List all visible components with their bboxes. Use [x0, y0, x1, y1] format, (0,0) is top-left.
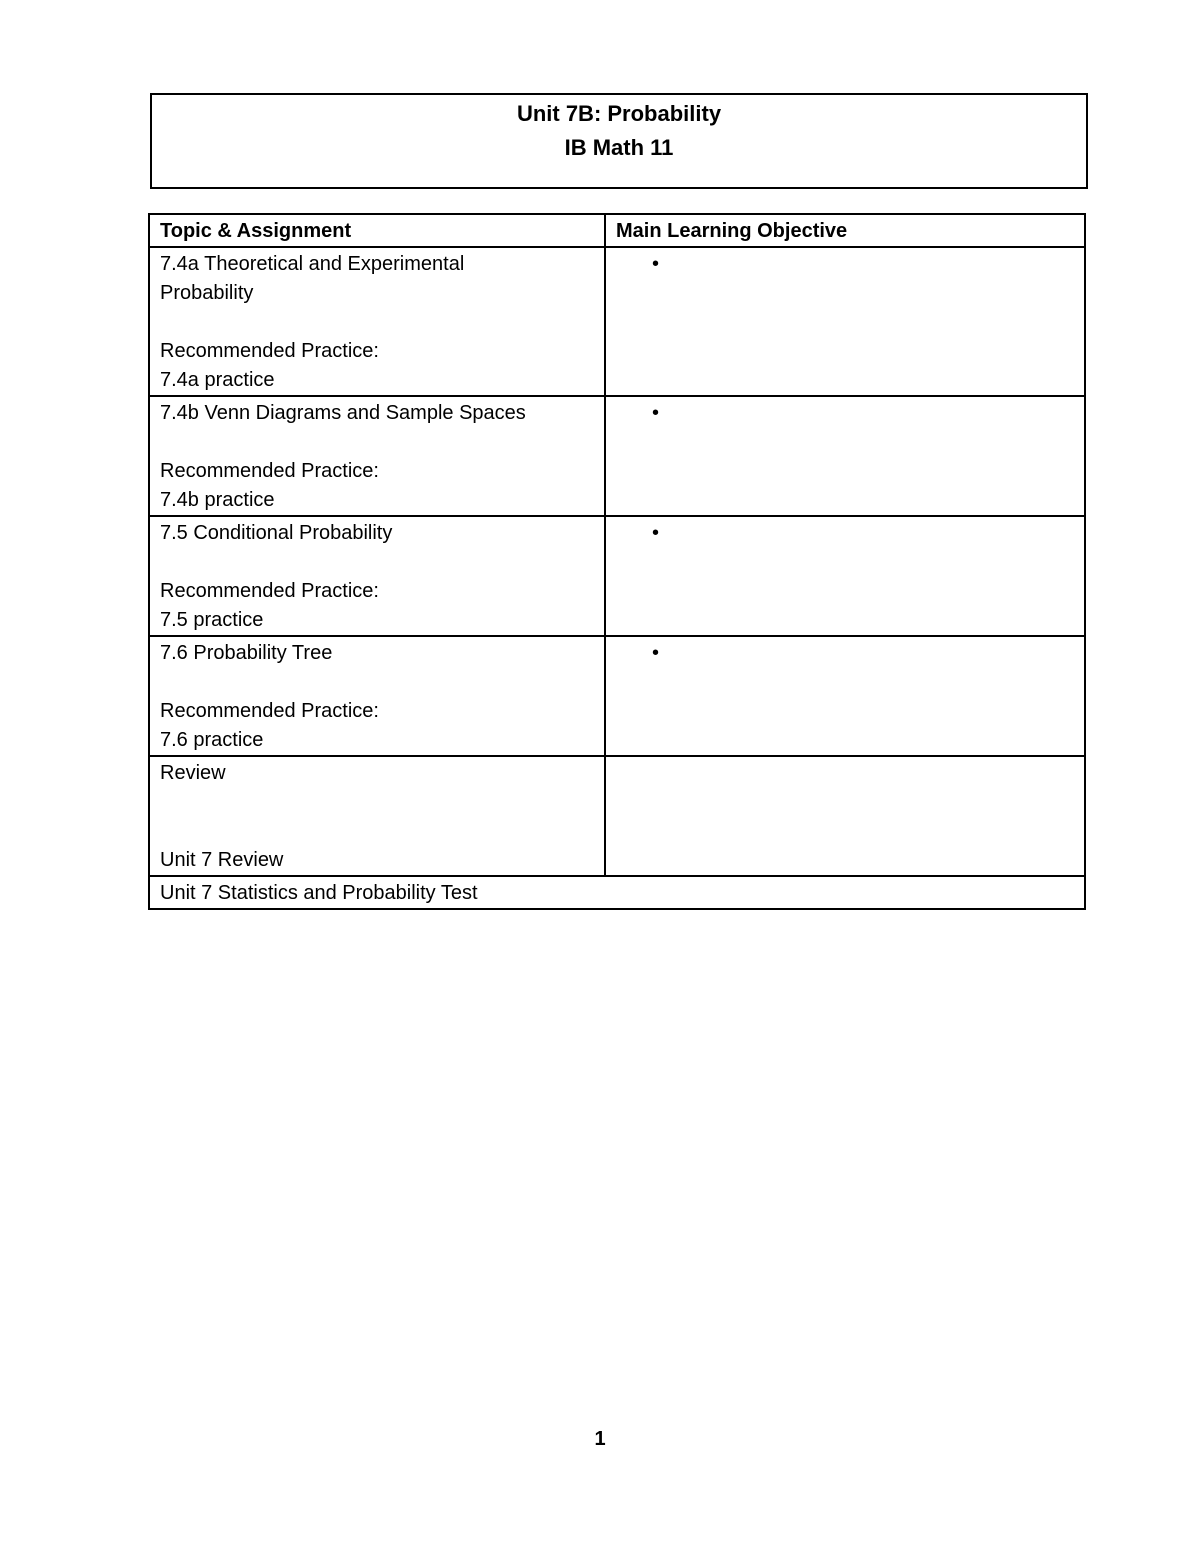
objective-cell — [605, 516, 1085, 636]
objective-cell — [605, 396, 1085, 516]
topic-cell — [149, 516, 605, 636]
objective-cell — [605, 756, 1085, 876]
topic-title-line: 7.6 Probability Tree — [160, 642, 333, 664]
review-label: Review — [160, 762, 226, 784]
topic-cell — [149, 247, 605, 396]
topic-cell — [149, 396, 605, 516]
test-row — [149, 876, 1085, 909]
topic-title-line: 7.4b Venn Diagrams and Sample Spaces — [160, 402, 526, 424]
objective-bullet: • — [652, 642, 660, 664]
topic-title-line: Probability — [160, 282, 254, 304]
table-row — [149, 396, 1085, 516]
practice-label: Recommended Practice: — [160, 460, 379, 482]
table-row — [149, 636, 1085, 756]
practice-label: Recommended Practice: — [160, 700, 379, 722]
objective-bullet: • — [652, 402, 660, 424]
column-header-objective: Main Learning Objective — [605, 214, 1085, 247]
practice-item: 7.4a practice — [160, 369, 275, 391]
objective-cell — [605, 636, 1085, 756]
topic-title-line: 7.4a Theoretical and Experimental — [160, 253, 465, 275]
review-row — [149, 756, 1085, 876]
topic-title-line: 7.5 Conditional Probability — [160, 522, 393, 544]
practice-item: 7.4b practice — [160, 489, 275, 511]
table-header-row — [149, 214, 1085, 247]
unit-test-label: Unit 7 Statistics and Probability Test — [149, 876, 1085, 909]
title-box — [150, 93, 1088, 189]
practice-item: 7.6 practice — [160, 729, 264, 751]
practice-label: Recommended Practice: — [160, 580, 379, 602]
table-row — [149, 247, 1085, 396]
review-item: Unit 7 Review — [160, 849, 284, 871]
objective-cell — [605, 247, 1085, 396]
unit-title: Unit 7B: Probability — [516, 101, 722, 126]
column-header-topic: Topic & Assignment — [149, 214, 605, 247]
objective-bullet: • — [652, 253, 660, 275]
course-subtitle: IB Math 11 — [564, 135, 674, 160]
topic-cell — [149, 636, 605, 756]
practice-label: Recommended Practice: — [160, 340, 379, 362]
objective-bullet: • — [652, 522, 660, 544]
page-number: 1 — [594, 1428, 606, 1450]
review-cell — [149, 756, 605, 876]
practice-item: 7.5 practice — [160, 609, 264, 631]
unit-plan-table — [148, 213, 1086, 910]
table-row — [149, 516, 1085, 636]
